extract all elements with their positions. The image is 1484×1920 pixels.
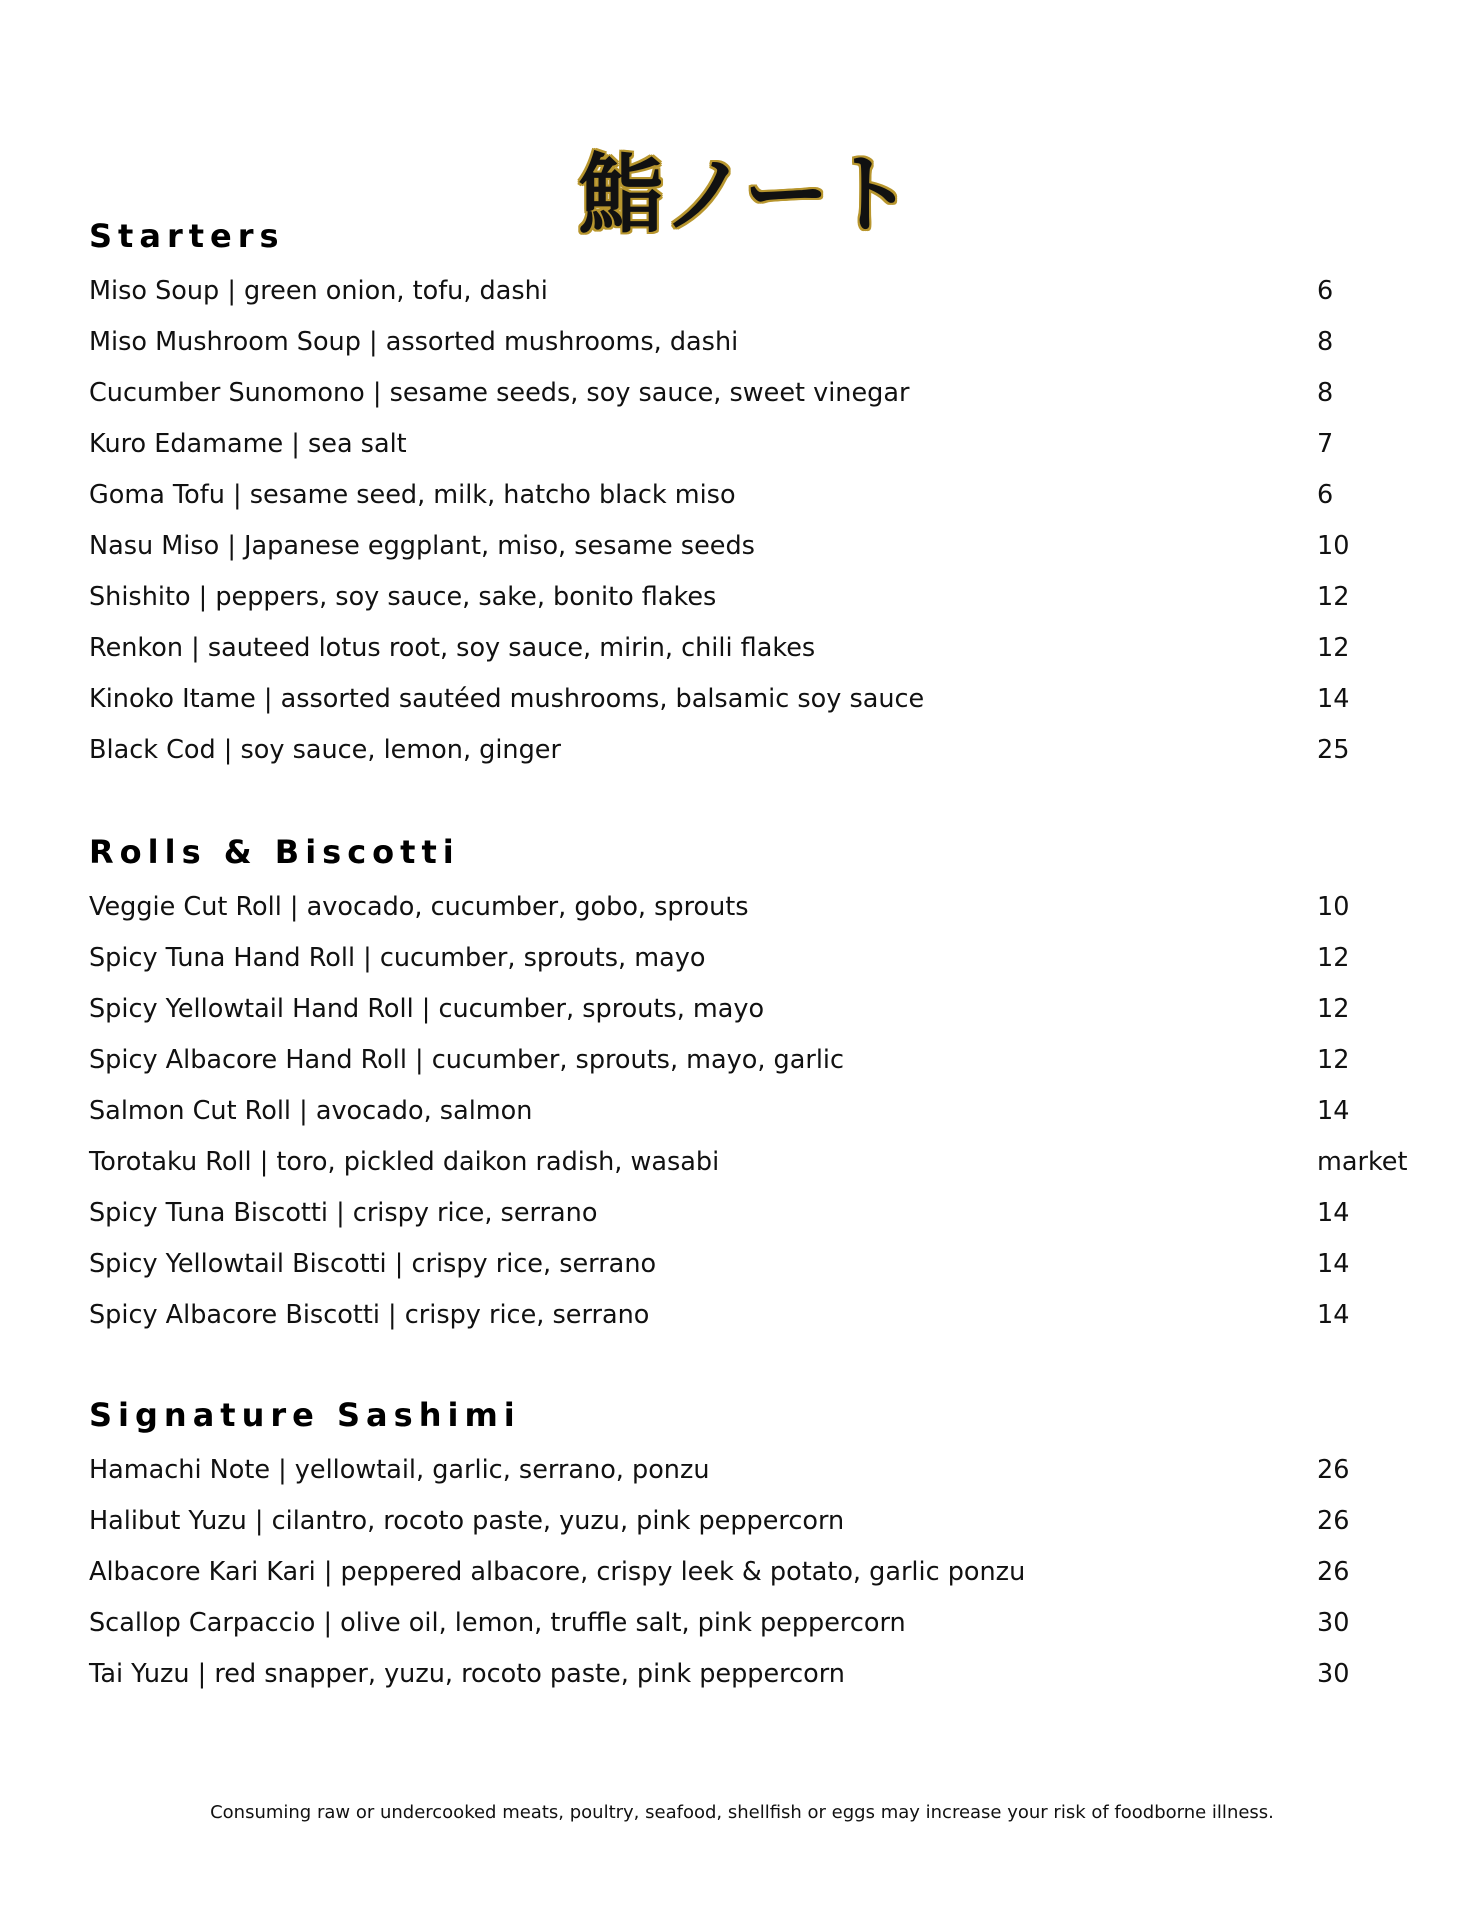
menu-item <box>89 1188 1429 1239</box>
item-name: Kuro Edamame | sea salt <box>89 429 407 459</box>
item-name: Salmon Cut Roll | avocado, salmon <box>89 1096 533 1126</box>
menu-item <box>89 470 1429 521</box>
section-title: Signature Sashimi <box>89 1396 521 1434</box>
item-price: 25 <box>1317 735 1350 765</box>
item-name: Renkon | sauteed lotus root, soy sauce, mirin, chili flakes <box>89 633 816 663</box>
menu-item <box>89 623 1429 674</box>
item-name: Spicy Yellowtail Hand Roll | cucumber, sprouts, mayo <box>89 994 765 1024</box>
item-name: Goma Tofu | sesame seed, milk, hatcho black miso <box>89 480 736 510</box>
restaurant-logo: 鮨ノート <box>578 145 912 245</box>
item-price: 10 <box>1317 892 1350 922</box>
menu-item <box>89 572 1429 623</box>
item-price: 10 <box>1317 531 1350 561</box>
food-safety-notice: Consuming raw or undercooked meats, poultry, seafood, shellfish or eggs may increase your risk of foodborne illness. <box>210 1802 1274 1823</box>
item-price: 14 <box>1317 1249 1350 1279</box>
menu-item <box>89 1649 1429 1700</box>
item-price: 6 <box>1317 480 1334 510</box>
item-price: 14 <box>1317 1198 1350 1228</box>
section-title: Starters <box>89 217 285 255</box>
menu-item <box>89 882 1429 933</box>
menu-item <box>89 1547 1429 1598</box>
menu-item <box>89 368 1429 419</box>
item-price: 12 <box>1317 582 1350 612</box>
menu-item <box>89 1239 1429 1290</box>
item-price: 8 <box>1317 378 1334 408</box>
item-name: Spicy Albacore Biscotti | crispy rice, serrano <box>89 1300 650 1330</box>
menu-item <box>89 933 1429 984</box>
item-name: Albacore Kari Kari | peppered albacore, crispy leek & potato, garlic ponzu <box>89 1557 1026 1587</box>
menu-item <box>89 317 1429 368</box>
item-name: Hamachi Note | yellowtail, garlic, serrano, ponzu <box>89 1455 710 1485</box>
item-name: Halibut Yuzu | cilantro, rocoto paste, yuzu, pink peppercorn <box>89 1506 845 1536</box>
menu-item <box>89 266 1429 317</box>
item-price: 12 <box>1317 633 1350 663</box>
item-name: Shishito | peppers, soy sauce, sake, bonito flakes <box>89 582 717 612</box>
item-name: Miso Soup | green onion, tofu, dashi <box>89 276 548 306</box>
item-name: Veggie Cut Roll | avocado, cucumber, gobo, sprouts <box>89 892 749 922</box>
item-price: 26 <box>1317 1506 1350 1536</box>
section-title: Rolls & Biscotti <box>89 833 460 871</box>
item-price: 8 <box>1317 327 1334 357</box>
item-price: 26 <box>1317 1455 1350 1485</box>
item-price: 6 <box>1317 276 1334 306</box>
item-price: 30 <box>1317 1659 1350 1689</box>
menu-item-list <box>89 266 1429 776</box>
menu-item <box>89 984 1429 1035</box>
item-price: 26 <box>1317 1557 1350 1587</box>
item-name: Tai Yuzu | red snapper, yuzu, rocoto paste, pink peppercorn <box>89 1659 845 1689</box>
section-starters <box>89 214 1429 776</box>
menu-item <box>89 1290 1429 1341</box>
item-price: 14 <box>1317 1300 1350 1330</box>
menu-item <box>89 725 1429 776</box>
menu-item <box>89 1496 1429 1547</box>
item-name: Spicy Tuna Biscotti | crispy rice, serrano <box>89 1198 598 1228</box>
menu-item-list <box>89 882 1429 1341</box>
item-name: Spicy Yellowtail Biscotti | crispy rice, serrano <box>89 1249 657 1279</box>
item-name: Torotaku Roll | toro, pickled daikon radish, wasabi <box>89 1147 720 1177</box>
menu-item <box>89 1086 1429 1137</box>
item-price: 12 <box>1317 994 1350 1024</box>
item-name: Scallop Carpaccio | olive oil, lemon, truffle salt, pink peppercorn <box>89 1608 906 1638</box>
item-name: Miso Mushroom Soup | assorted mushrooms, dashi <box>89 327 739 357</box>
item-name: Nasu Miso | Japanese eggplant, miso, sesame seeds <box>89 531 755 561</box>
item-price: 14 <box>1317 684 1350 714</box>
menu-item <box>89 1445 1429 1496</box>
section-signature-sashimi <box>89 1393 1429 1700</box>
item-price: 30 <box>1317 1608 1350 1638</box>
item-name: Black Cod | soy sauce, lemon, ginger <box>89 735 561 765</box>
item-price: 14 <box>1317 1096 1350 1126</box>
item-name: Kinoko Itame | assorted sautéed mushrooms, balsamic soy sauce <box>89 684 925 714</box>
item-name: Spicy Tuna Hand Roll | cucumber, sprouts, mayo <box>89 943 706 973</box>
section-rolls-biscotti <box>89 830 1429 1341</box>
item-price: 12 <box>1317 1045 1350 1075</box>
menu-item <box>89 1035 1429 1086</box>
item-name: Cucumber Sunomono | sesame seeds, soy sauce, sweet vinegar <box>89 378 910 408</box>
item-name: Spicy Albacore Hand Roll | cucumber, sprouts, mayo, garlic <box>89 1045 845 1075</box>
menu-item <box>89 419 1429 470</box>
menu-item <box>89 521 1429 572</box>
item-price: 12 <box>1317 943 1350 973</box>
item-price: market <box>1317 1147 1408 1177</box>
menu-item-list <box>89 1445 1429 1700</box>
menu-item <box>89 674 1429 725</box>
menu-item <box>89 1137 1429 1188</box>
menu-item <box>89 1598 1429 1649</box>
item-price: 7 <box>1317 429 1334 459</box>
